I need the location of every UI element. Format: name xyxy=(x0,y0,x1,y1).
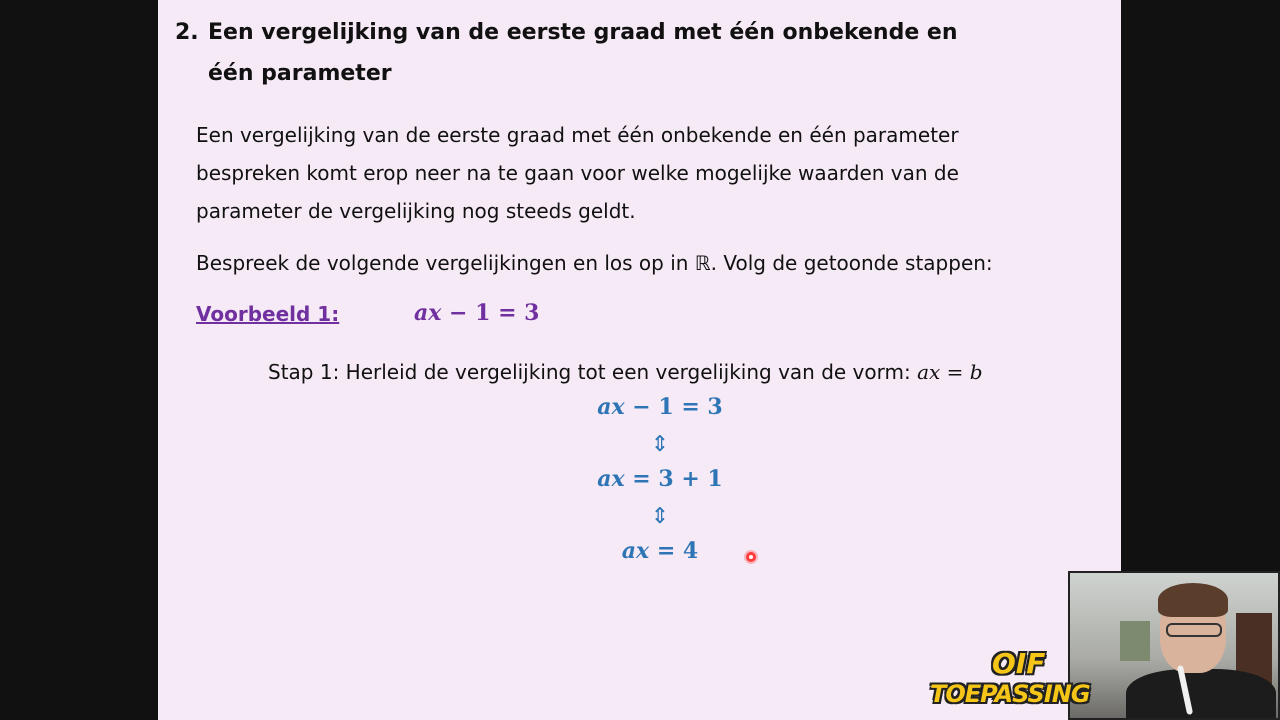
background-shelf xyxy=(1120,621,1150,661)
example-equation-var: ax xyxy=(414,300,442,326)
section-number: 2. xyxy=(175,20,199,45)
step-1-text xyxy=(268,360,983,384)
row-1-rest: − 1 = 3 xyxy=(624,394,723,420)
presenter-body xyxy=(1126,669,1276,720)
channel-logo xyxy=(930,647,1090,712)
logo-line-2: TOEPASSING xyxy=(930,680,1090,708)
derivation-row-3 xyxy=(560,538,760,564)
intro-line-3: parameter de vergelijking nog steeds geldt. xyxy=(196,199,636,223)
heading-line-1: Een vergelijking van de eerste graad met één onbekende en xyxy=(208,20,958,45)
equivalence-arrow-icon: ⇕ xyxy=(650,432,670,457)
derivation-row-2 xyxy=(560,466,760,492)
step-1-label: Stap 1: Herleid de vergelijking tot een vergelijking van de vorm: xyxy=(268,360,918,384)
row-2-var: ax xyxy=(597,466,625,492)
example-label: Voorbeeld 1: xyxy=(196,302,340,326)
intro-paragraph xyxy=(196,116,959,230)
equivalence-arrow-icon: ⇕ xyxy=(650,504,670,529)
row-1-var: ax xyxy=(597,394,625,420)
heading-line-2: één parameter xyxy=(208,61,392,86)
intro-line-1: Een vergelijking van de eerste graad met één onbekende en één parameter xyxy=(196,123,959,147)
instruction-text: Bespreek de volgende vergelijkingen en los op in ℝ. Volg de getoonde stappen: xyxy=(196,251,993,275)
derivation-row-1 xyxy=(560,394,760,420)
presenter-glasses xyxy=(1166,623,1222,637)
example-equation-rest: − 1 = 3 xyxy=(441,300,540,326)
webcam-overlay xyxy=(1068,571,1280,720)
step-1-form: ax = b xyxy=(917,360,983,384)
row-2-rest: = 3 + 1 xyxy=(624,466,723,492)
row-3-var: ax xyxy=(621,538,650,564)
row-3-rest: = 4 xyxy=(649,538,699,564)
logo-line-1: OIF xyxy=(992,647,1046,680)
intro-line-2: bespreken komt erop neer na te gaan voor welke mogelijke waarden van de xyxy=(196,161,959,185)
example-equation xyxy=(414,300,540,326)
laser-pointer-icon xyxy=(746,552,756,562)
presenter-hair xyxy=(1158,583,1228,617)
